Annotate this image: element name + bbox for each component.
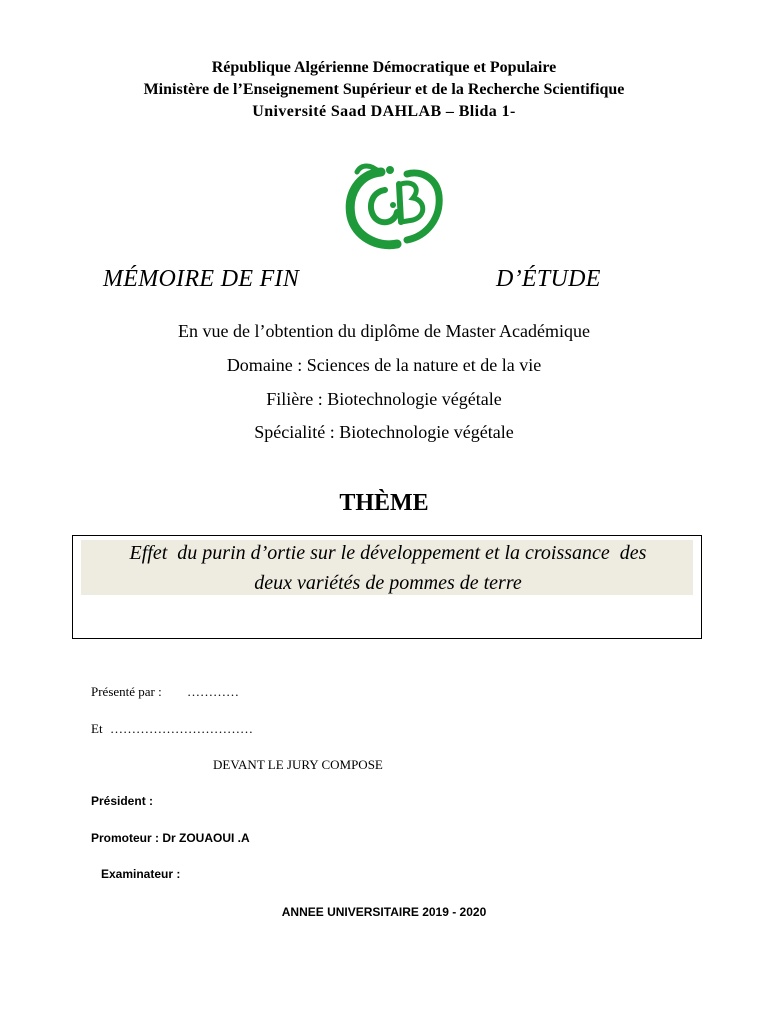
theme-title-box xyxy=(72,535,702,639)
memoire-title-part1: MÉMOIRE DE FIN xyxy=(103,266,300,292)
university-logo-icon xyxy=(341,160,445,250)
header-ministry: Ministère de l’Enseignement Supérieur et de la Recherche Scientifique xyxy=(143,81,625,98)
specialite-line: Spécialité : Biotechnologie végétale xyxy=(254,422,514,442)
theme-title-line1: Effet du purin d’ortie sur le développement et la croissance des xyxy=(129,542,647,564)
domaine-line: Domaine : Sciences de la nature et de la vie xyxy=(226,355,542,375)
theme-title-line2: deux variétés de pommes de terre xyxy=(254,572,522,594)
promoteur-label: Promoteur : Dr ZOUAOUI .A xyxy=(91,831,250,845)
header-university: Université Saad DAHLAB – Blida 1- xyxy=(252,103,516,120)
header-republic: République Algérienne Démocratique et Populaire xyxy=(211,59,557,76)
annee-universitaire: ANNEE UNIVERSITAIRE 2019 - 2020 xyxy=(281,905,487,919)
memoire-title-part2: D’ÉTUDE xyxy=(496,266,601,292)
jury-heading: DEVANT LE JURY COMPOSE xyxy=(213,757,383,772)
examinateur-label: Examinateur : xyxy=(101,867,181,881)
presente-label: Présenté par : xyxy=(91,684,162,699)
presente-value: ………… xyxy=(187,684,239,699)
president-label: Président : xyxy=(91,794,154,808)
filiere-line: Filière : Biotechnologie végétale xyxy=(266,389,502,409)
obtention-line: En vue de l’obtention du diplôme de Master Académique xyxy=(178,321,590,341)
et-value: …………………………… xyxy=(110,721,253,736)
theme-heading: THÈME xyxy=(339,490,429,516)
et-label: Et xyxy=(91,721,103,736)
